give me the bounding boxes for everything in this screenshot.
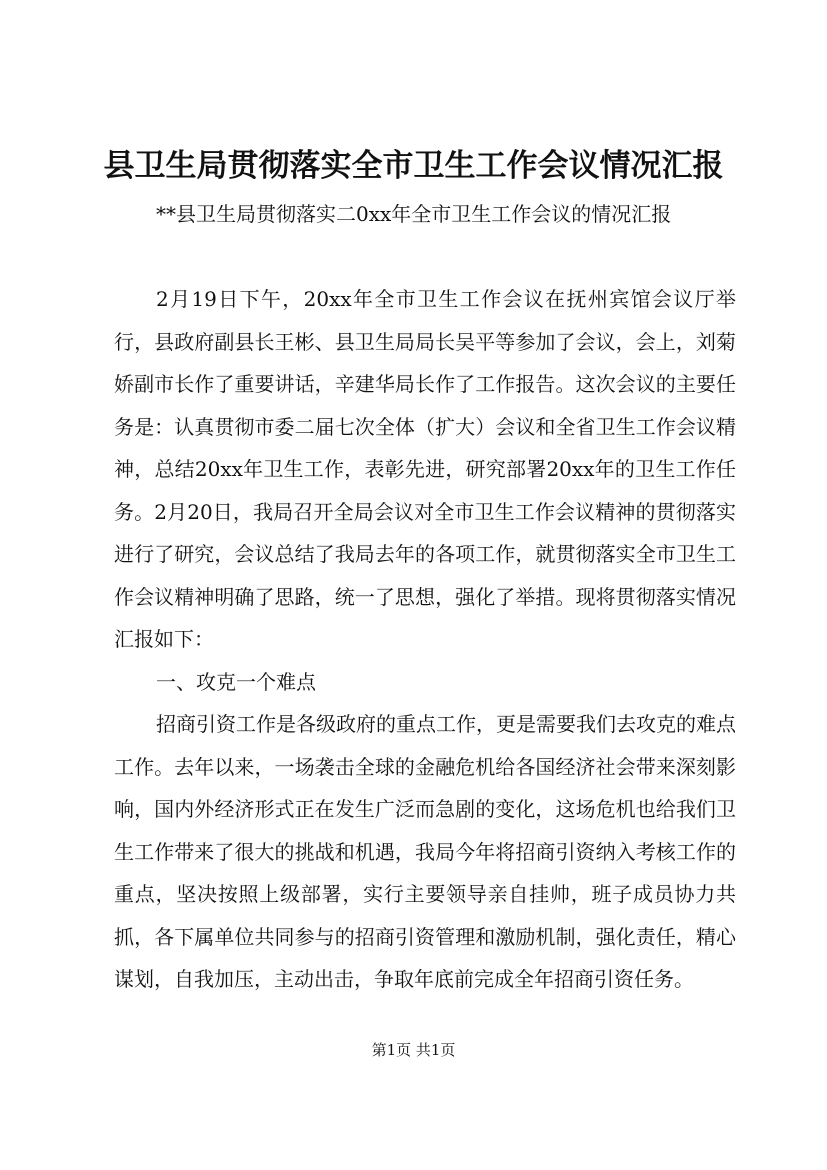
document-subtitle: **县卫生局贯彻落实二0xx年全市卫生工作会议的情况汇报 (156, 202, 672, 226)
document-subtitle-block (114, 193, 736, 236)
paragraph-investment: 招商引资工作是各级政府的重点工作，更是需要我们去攻克的难点工作。去年以来，一场袭击全球的金融危机给各国经济社会带来深刻影响，国内外经济形式正在发生广泛而急剧的变化，这场危机也给我们卫生工作带来了很大的挑战和机遇，我局今年将招商引资纳入考核工作的重点，坚决按照上级部署，实行主要领导亲自挂帅，班子成员协力共抓，各下属单位共同参与的招商引资管理和激励机制，强化责任，精心谋划，自我加压，主动出击，争取年底前完成全年招商引资任务。 (114, 712, 736, 991)
document-title: 县卫生局贯彻落实全市卫生工作会议情况汇报 (103, 148, 724, 184)
paragraph-intro: 2月19日下午，20xx年全市卫生工作会议在抚州宾馆会议厅举行，县政府副县长王彬、县卫生局局长吴平等参加了会议，会上，刘菊娇副市长作了重要讲话，辛建华局长作了工作报告。这次会议的主要任务是：认真贯彻市委二届七次全体（扩大）会议和全省卫生工作会议精神，总结20xx年卫生工作，表彰先进，研究部署20xx年的卫生工作任务。2月20日，我局召开全局会议对全市卫生工作会议精神的贯彻落实进行了研究，会议总结了我局去年的各项工作，就贯彻落实全市卫生工作会议精神明确了思路，统一了思想，强化了举措。现将贯彻落实情况汇报如下： (114, 287, 736, 651)
document-body (114, 278, 736, 1001)
section-heading: 一、攻克一个难点 (156, 669, 316, 694)
page-footer: 第1页 共1页 (371, 1041, 456, 1059)
